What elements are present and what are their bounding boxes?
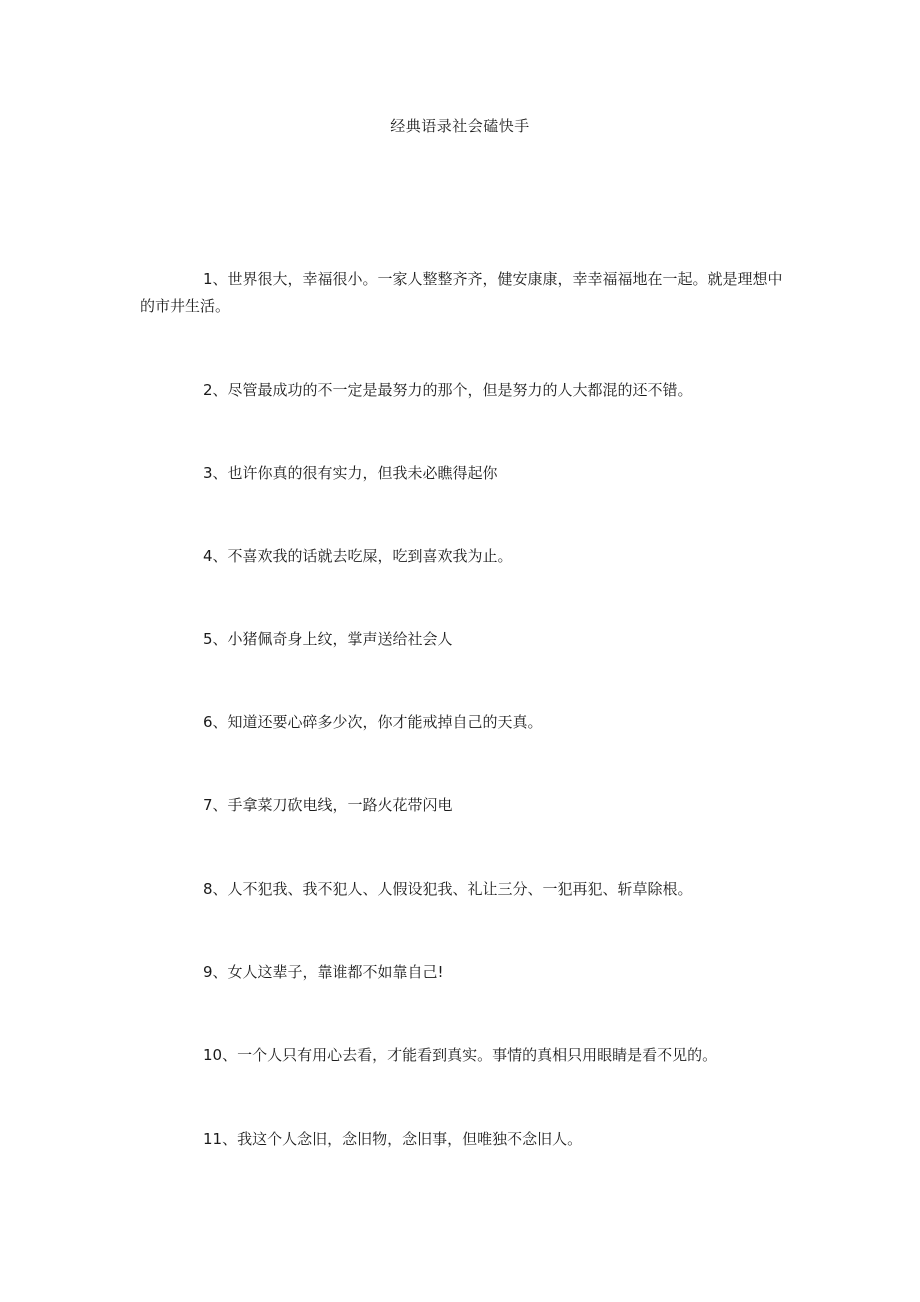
quote-paragraph-10: 10、一个人只有用心去看，才能看到真实。事情的真相只用眼睛是看不见的。 bbox=[203, 1046, 718, 1064]
quote-paragraph-8: 8、人不犯我、我不犯人、人假设犯我、礼让三分、一犯再犯、斩草除根。 bbox=[203, 880, 693, 898]
quote-paragraph-6: 6、知道还要心碎多少次，你才能戒掉自己的天真。 bbox=[203, 713, 543, 731]
quote-paragraph-4: 4、不喜欢我的话就去吃屎，吃到喜欢我为止。 bbox=[203, 547, 513, 565]
quote-paragraph-1: 1、世界很大，幸福很小。一家人整整齐齐，健安康康，幸幸福福地在一起。就是理想中的市井生活。 bbox=[140, 270, 783, 315]
quote-paragraph-9: 9、女人这辈子，靠谁都不如靠自己! bbox=[203, 963, 444, 981]
quote-paragraph-2: 2、尽管最成功的不一定是最努力的那个，但是努力的人大都混的还不错。 bbox=[203, 381, 693, 399]
quote-paragraph-7: 7、手拿菜刀砍电线，一路火花带闪电 bbox=[203, 796, 453, 814]
quote-paragraph-11: 11、我这个人念旧，念旧物，念旧事，但唯独不念旧人。 bbox=[203, 1130, 583, 1148]
document-title: 经典语录社会磕快手 bbox=[390, 117, 530, 135]
quote-paragraph-3: 3、也许你真的很有实力，但我未必瞧得起你 bbox=[203, 464, 498, 482]
quote-paragraph-5: 5、小猪佩奇身上纹，掌声送给社会人 bbox=[203, 630, 453, 648]
